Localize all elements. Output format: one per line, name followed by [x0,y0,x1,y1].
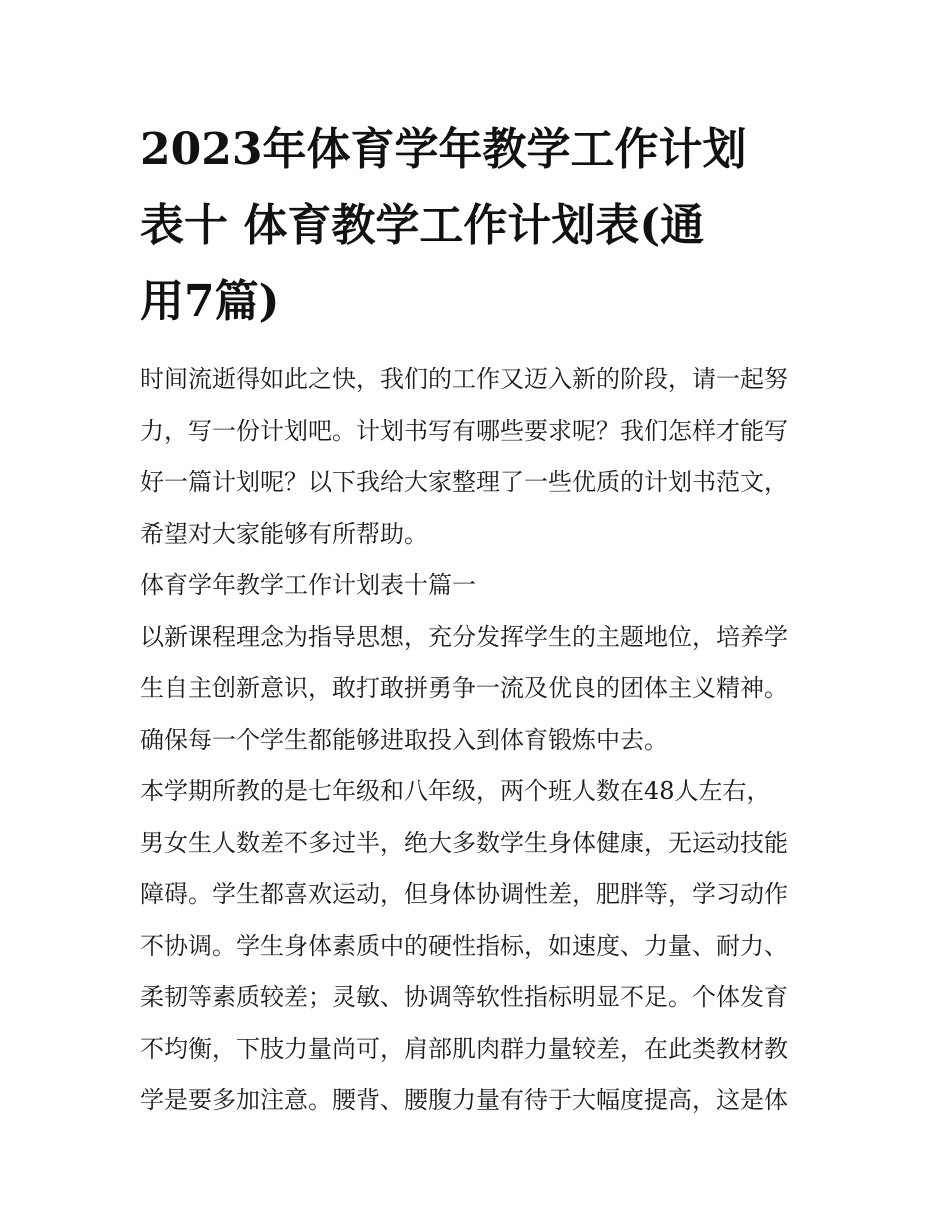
intro-line: 好一篇计划呢？以下我给大家整理了一些优质的计划书范文， [140,468,788,496]
intro-line: 希望对大家能够有所帮助。 [140,519,428,548]
paragraph-line: 学是要多加注意。腰背、腰腹力量有待于大幅度提高，这是体 [140,1086,788,1114]
paragraph-line: 不协调。学生身体素质中的硬性指标，如速度、力量、耐力、 [140,931,788,960]
paragraph-line: 本学期所教的是七年级和八年级，两个班人数在48人左右， [140,777,771,805]
document-body [140,354,820,1127]
section-heading: 体育学年教学工作计划表十篇一 [140,571,476,599]
paragraph-line: 障碍。学生都喜欢运动，但身体协调性差，肥胖等，学习动作 [140,880,788,908]
paragraph-line: 确保每一个学生都能够进取投入到体育锻炼中去。 [140,725,668,754]
intro-line: 时间流逝得如此之快，我们的工作又迈入新的阶段，请一起努 [140,365,788,393]
title-line: 表十 体育教学工作计划表(通 [140,200,705,251]
paragraph-line: 以新课程理念为指导思想，充分发挥学生的主题地位，培养学 [140,622,788,651]
paragraph-line: 柔韧等素质较差；灵敏、协调等软性指标明显不足。个体发育 [140,983,788,1011]
paragraph-line: 不均衡，下肢力量尚可，肩部肌肉群力量较差，在此类教材教 [140,1034,788,1063]
paragraph-line: 生自主创新意识，敢打敢拼勇争一流及优良的团体主义精神。 [140,674,788,702]
paragraph-line: 男女生人数差不多过半，绝大多数学生身体健康，无运动技能 [140,828,788,857]
intro-line: 力，写一份计划吧。计划书写有哪些要求呢？我们怎样才能写 [140,416,788,445]
document-title [140,112,820,340]
title-line: 用7篇) [140,276,280,327]
title-line: 2023年体育学年教学工作计划 [140,124,747,175]
